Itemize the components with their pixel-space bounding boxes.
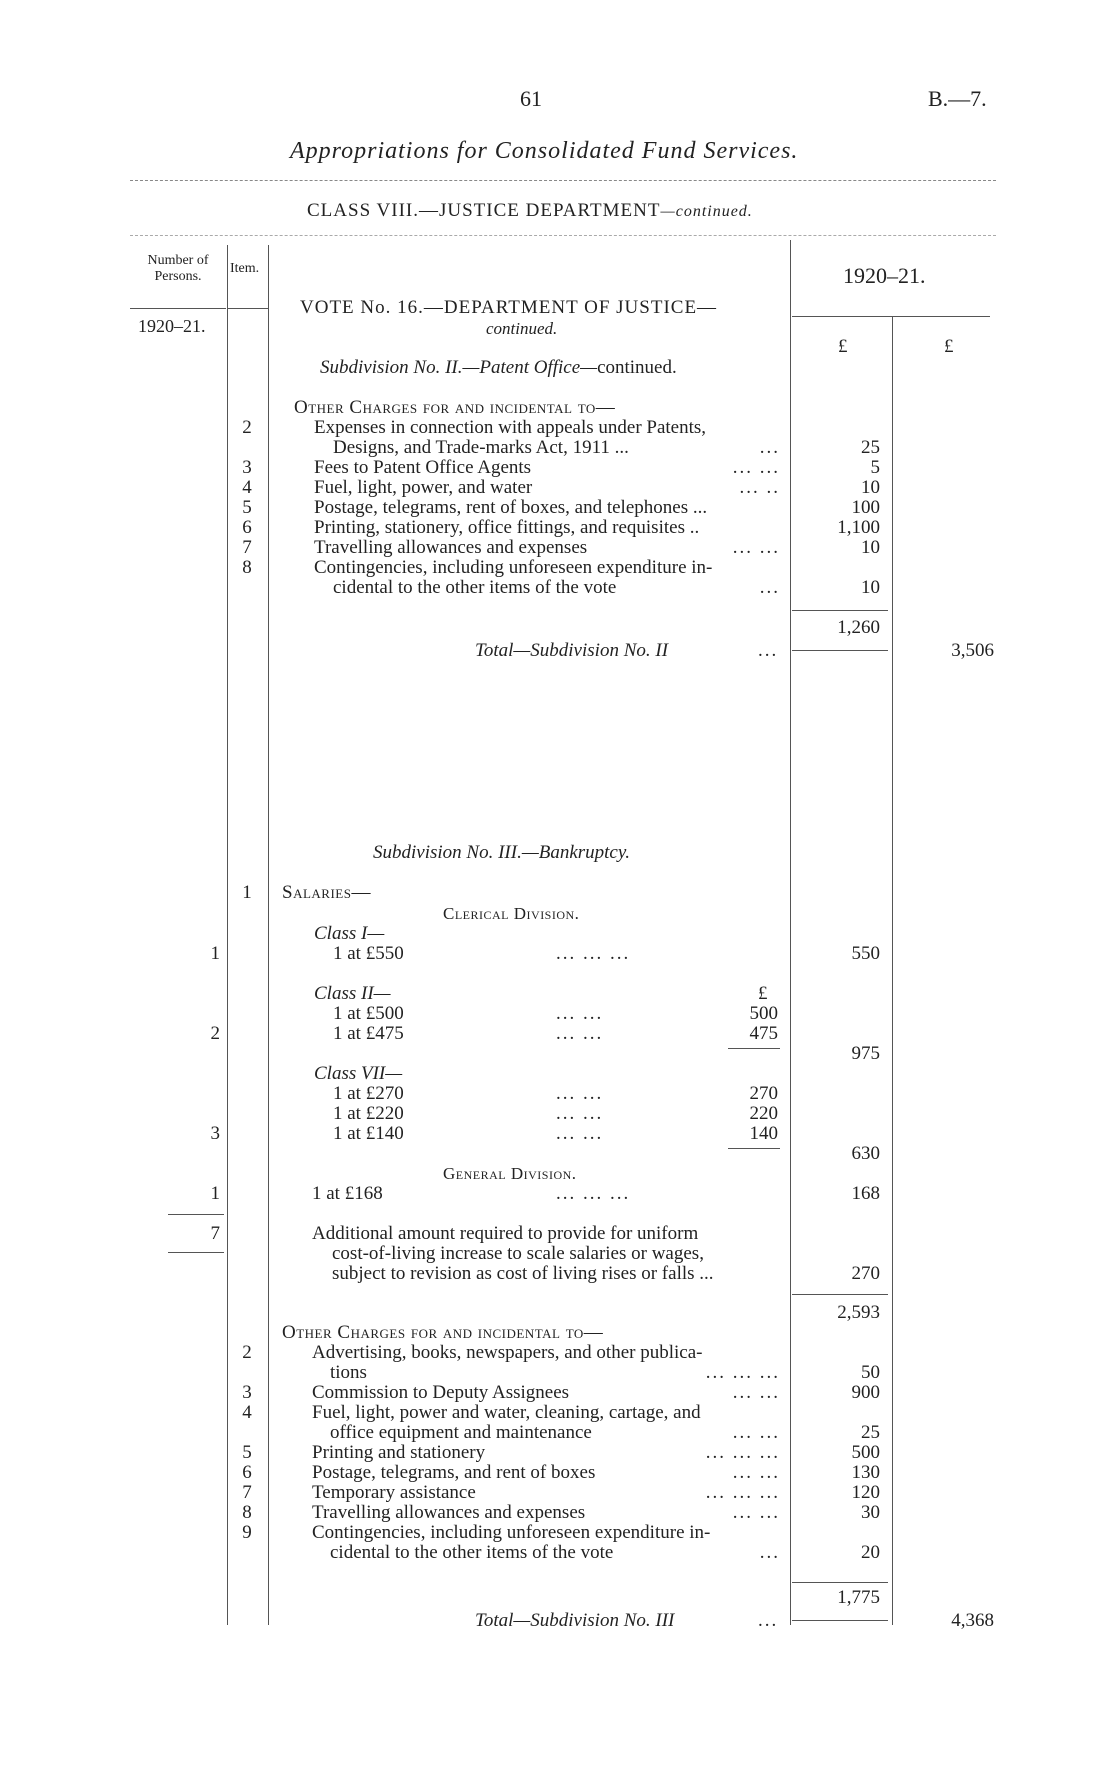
column-year-right: 1920–21. [843, 263, 926, 288]
sub3-salaries-total: 2,593 [837, 1302, 880, 1323]
sub3-additional-line1: Additional amount required to provide for uniform [312, 1223, 699, 1244]
sub3-item-dots2: ... [759, 1542, 780, 1563]
sub2-item-line1: Postage, telegrams, rent of boxes, and telephones ... [314, 497, 708, 518]
sub2-heading [320, 357, 677, 378]
sub3-class2-rule [728, 1048, 780, 1049]
sub2-heading-text: Subdivision No. II.—Patent Office— [320, 357, 598, 378]
rule-col-amount2 [892, 316, 893, 1625]
sub3-item-line2: tions [330, 1362, 367, 1383]
sub3-item-line1: Advertising, books, newspapers, and other publica- [312, 1342, 703, 1363]
sub3-item-amount: 25 [861, 1422, 880, 1443]
sub3-general-dots: ... ... ... [556, 1183, 631, 1204]
column-year-left: 1920–21. [138, 316, 206, 336]
sub3-item-line1: Fuel, light, power and water, cleaning, cartage, and [312, 1402, 701, 1423]
sub3-item-number: 9 [242, 1522, 252, 1543]
sub2-item-line2: Designs, and Trade-marks Act, 1911 ... [333, 437, 629, 458]
class-rule [130, 235, 996, 236]
sub2-item-line1: Contingencies, including unforeseen expenditure in- [314, 557, 713, 578]
sub3-other-charges: Other Charges for and incidental to— [282, 1322, 604, 1343]
sub2-item-line1: Printing, stationery, office fittings, and requisites .. [314, 517, 700, 538]
sub3-item-number: 2 [242, 1342, 252, 1363]
sub3-class2-pound: £ [758, 983, 768, 1004]
sub2-item-dots2: ... [759, 577, 780, 598]
sub3-class1-line: 1 at £550 [333, 943, 404, 964]
sub2-item-number: 8 [242, 557, 252, 578]
sub3-item-line1: Printing and stationery [312, 1442, 486, 1463]
sub2-item-dots1: ... ... [732, 537, 780, 558]
sub3-class2-row2: 1 at £475 [333, 1023, 404, 1044]
sub3-class7-amount: 630 [851, 1143, 880, 1164]
sub3-class2-amount: 975 [851, 1043, 880, 1064]
sub3-class7-rule [728, 1148, 780, 1149]
sub3-class1-amount: 550 [851, 943, 880, 964]
sub3-salaries-item: 1 [242, 882, 252, 903]
sub2-total: 3,506 [951, 640, 994, 661]
sub3-additional-line3: subject to revision as cost of living rises or falls ... [332, 1263, 714, 1284]
sub2-item-amount: 10 [861, 537, 880, 558]
sub2-item-line1: Fees to Patent Office Agents [314, 457, 532, 478]
sub3-class2-row1: 1 at £500 [333, 1003, 404, 1024]
sub3-class7: Class VII— [314, 1063, 403, 1084]
sub2-item-number: 7 [242, 537, 252, 558]
sub2-item-line2: cidental to the other items of the vote [333, 577, 617, 598]
sub3-class2-persons: 2 [210, 1023, 220, 1044]
sub3-class7-row3-value: 140 [749, 1123, 778, 1144]
sub2-item-amount: 10 [861, 577, 880, 598]
column-number-of-persons: Number of Persons. [147, 253, 209, 284]
sub3-subtotal-rule [792, 1582, 888, 1583]
sub3-item-amount: 20 [861, 1542, 880, 1563]
sub2-item-line1: Expenses in connection with appeals under Patents, [314, 417, 707, 438]
sub3-item-number: 3 [242, 1382, 252, 1403]
sub3-item-line1: Postage, telegrams, and rent of boxes [312, 1462, 596, 1483]
sub3-class2-row1-value: 500 [749, 1003, 778, 1024]
sub2-item-amount: 10 [861, 477, 880, 498]
sub2-item-amount: 25 [861, 437, 880, 458]
sub3-class7-row1-value: 270 [749, 1083, 778, 1104]
sub3-salaries: Salaries— [282, 882, 371, 903]
sub3-general-division: General Division. [443, 1164, 577, 1183]
sub3-item-line1: Temporary assistance [312, 1482, 476, 1503]
class-heading-text: CLASS VIII.—JUSTICE DEPARTMENT [307, 200, 661, 221]
sub3-item-dots1: ... ... ... [705, 1442, 780, 1463]
sub3-item-amount: 900 [851, 1382, 880, 1403]
sub3-subtotal: 1,775 [837, 1587, 880, 1608]
vote-continued: continued. [486, 319, 558, 338]
sub3-class2-row2-dots: ... ... [556, 1023, 604, 1044]
sub3-clerical-division: Clerical Division. [443, 904, 580, 923]
sub3-class1-dots: ... ... ... [556, 943, 631, 964]
sub3-item-amount: 130 [851, 1462, 880, 1483]
sub3-total-label: Total—Subdivision No. III [475, 1610, 675, 1631]
sub2-subtotal-rule [792, 610, 888, 611]
sub3-item-line1: Commission to Deputy Assignees [312, 1382, 570, 1403]
sub3-additional-line2: cost-of-living increase to scale salaries or wages, [332, 1243, 704, 1264]
sub3-general-amount: 168 [851, 1183, 880, 1204]
sub3-class2-row2-value: 475 [749, 1023, 778, 1044]
sub2-item-line1: Travelling allowances and expenses [314, 537, 588, 558]
sub3-item-line2: cidental to the other items of the vote [330, 1542, 614, 1563]
sub3-persons-rule-bottom [168, 1252, 224, 1253]
sub3-class7-row3: 1 at £140 [333, 1123, 404, 1144]
sub3-item-dots1: ... ... [732, 1382, 780, 1403]
sub3-item-line1: Travelling allowances and expenses [312, 1502, 586, 1523]
sub2-item-amount: 1,100 [837, 517, 880, 538]
sub2-heading-suffix: continued. [597, 357, 677, 378]
sub2-item-number: 4 [242, 477, 252, 498]
sub3-item-number: 4 [242, 1402, 252, 1423]
sub3-class1: Class I— [314, 923, 385, 944]
sub3-heading: Subdivision No. III.—Bankruptcy. [373, 842, 630, 863]
page-number: 61 [520, 86, 542, 111]
sub3-class7-row2-value: 220 [749, 1103, 778, 1124]
column-pound-2: £ [944, 336, 954, 357]
sub3-item-number: 6 [242, 1462, 252, 1483]
sub3-total: 4,368 [951, 1610, 994, 1631]
vote-title: VOTE No. 16.—DEPARTMENT OF JUSTICE— [300, 297, 718, 318]
sub2-item-line1: Fuel, light, power, and water [314, 477, 533, 498]
column-pound-1: £ [838, 336, 848, 357]
document-code: B.—7. [928, 86, 987, 111]
header-rule [130, 180, 996, 181]
sub3-general-persons: 1 [210, 1183, 220, 1204]
sub2-item-dots1: ... .. [739, 477, 780, 498]
sub2-subtotal: 1,260 [837, 617, 880, 638]
sub3-class1-persons: 1 [210, 943, 220, 964]
sub2-total-rule [792, 650, 888, 651]
sub3-persons-rule-top [168, 1214, 224, 1215]
sub3-class2-row1-dots: ... ... [556, 1003, 604, 1024]
rule-number-header [130, 308, 226, 309]
sub2-item-number: 5 [242, 497, 252, 518]
sub2-item-number: 6 [242, 517, 252, 538]
column-item: Item. [230, 261, 260, 276]
sub3-class7-row1-dots: ... ... [556, 1083, 604, 1104]
sub3-class2: Class II— [314, 983, 391, 1004]
sub3-item-dots2: ... ... ... [705, 1362, 780, 1383]
sub2-item-dots2: ... [759, 437, 780, 458]
sub3-item-line2: office equipment and maintenance [330, 1422, 592, 1443]
sub3-class7-persons: 3 [210, 1123, 220, 1144]
sub3-additional-amount: 270 [851, 1263, 880, 1284]
sub3-salaries-rule [792, 1294, 888, 1295]
sub3-item-dots1: ... ... [732, 1502, 780, 1523]
sub3-item-dots1: ... ... [732, 1462, 780, 1483]
sub2-item-amount: 5 [870, 457, 880, 478]
sub2-item-dots1: ... ... [732, 457, 780, 478]
rule-col-item [268, 245, 269, 1625]
sub2-total-dots: ... [758, 640, 779, 661]
sub2-item-amount: 100 [851, 497, 880, 518]
sub3-item-dots2: ... ... [732, 1422, 780, 1443]
sub2-item-number: 3 [242, 457, 252, 478]
sub3-class7-row1: 1 at £270 [333, 1083, 404, 1104]
sub3-general-line: 1 at £168 [312, 1183, 383, 1204]
rule-year-header [792, 316, 990, 317]
sub3-item-dots1: ... ... ... [705, 1482, 780, 1503]
sub3-class7-row2-dots: ... ... [556, 1103, 604, 1124]
sub2-total-label: Total—Subdivision No. II [475, 640, 669, 661]
sub3-item-amount: 120 [851, 1482, 880, 1503]
sub3-item-line1: Contingencies, including unforeseen expenditure in- [312, 1522, 711, 1543]
sub3-item-amount: 50 [861, 1362, 880, 1383]
class-heading [307, 200, 753, 222]
sub3-class7-row2: 1 at £220 [333, 1103, 404, 1124]
sub3-item-number: 5 [242, 1442, 252, 1463]
page-title: Appropriations for Consolidated Fund Services. [290, 138, 799, 164]
rule-item-header [228, 308, 268, 309]
sub2-item-number: 2 [242, 417, 252, 438]
sub3-item-number: 7 [242, 1482, 252, 1503]
sub3-total-rule [792, 1620, 888, 1621]
sub3-class7-row3-dots: ... ... [556, 1123, 604, 1144]
sub2-other-charges: Other Charges for and incidental to— [294, 397, 616, 418]
sub3-item-amount: 30 [861, 1502, 880, 1523]
class-heading-suffix: —continued. [660, 203, 753, 220]
sub3-total-persons: 7 [210, 1223, 220, 1244]
sub3-item-number: 8 [242, 1502, 252, 1523]
sub3-item-amount: 500 [851, 1442, 880, 1463]
sub3-total-dots: ... [758, 1610, 779, 1631]
